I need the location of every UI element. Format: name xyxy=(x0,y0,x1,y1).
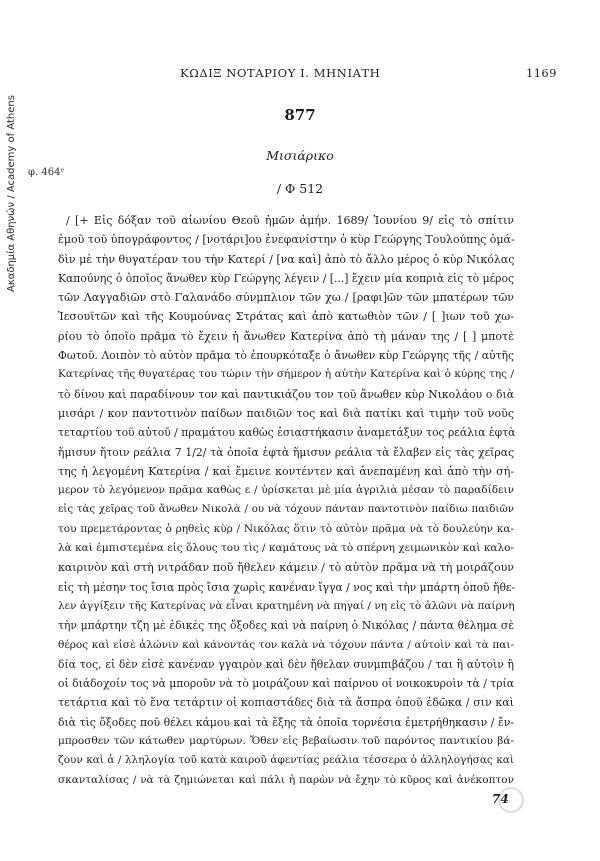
text-line: οἱ διάδοχοίν τος νὰ μποροῦν νὰ τὸ μοιράζουν καὶ παίρνου οἱ νοικοκυροὶν τὰ / τρία xyxy=(58,677,514,691)
text-line: λὰ καὶ ἐμπιστεμένα εἰς ὅλους του τὶς / καμάτους νὰ τὸ σπέρνη χειμωνικὸν καὶ καλο- xyxy=(58,542,514,555)
text-line: του πρεμετάροντας ὁ ρηθεὶς κὺρ / Νικόλας ὅτιν τὸ αὐτὸν πρᾶμα νὰ τὸ δουλεύην κα- xyxy=(58,522,514,535)
text-line: μπροσθεν τῶν κάτωθεν μαρτύρων. Ὅθεν εἰς βεβαίωσιν τοῦ παρόντος παντικίου βά- xyxy=(58,735,514,748)
text-line: εἰς τὰς χεῖρας τοῦ ἄνωθεν Νικολὰ / ου νὰ τόχουν πάνταν παντοτινὸν παίδιω παιδιῶν xyxy=(58,503,514,516)
text-line: μισάρι / κον παντοτινὸν παίδων παιδιῶν τος καὶ διὰ πατίκι καὶ τιμὴν τοῦ νοῦς xyxy=(58,406,514,420)
text-line: ζουν καὶ ἀ / λληλογία τοῦ κατὰ καιροῦ ἀφεντίας ρεάλια τέσσερα ὁ ἀλληλογήσας καὶ xyxy=(58,754,514,767)
text-line: τῶν Λαγγαδιῶν στὸ Γαλανάδο σύνμπλιον τῶν χω / [ραφι]ῶν τῶν μπατέρων τῶν xyxy=(58,291,514,305)
text-line: καιρινὸν καὶ στὴ νιτράδαν ποῦ ἤθελεν κάμειν / τὸ αὐτὸν πρᾶμα νὰ τὴ μοιράζουν xyxy=(58,561,514,575)
text-line: ρίου τὸ ὁποῖο πρᾶμα τὸ ἔχειν ἡ ἄνωθεν Κατερίνα ἀπὸ τὴ μάναν της / [ ] μποτὲ xyxy=(58,329,514,343)
fund-reference: / Φ 512 xyxy=(276,181,324,196)
text-line: θέρος καὶ εἰσὲ ἁλώνιν καὶ κάνοντάς τον καλὰ νὰ τόχουν πάντα / αὐτοὶν καὶ τὰ παι- xyxy=(58,638,514,651)
document-subtitle: Μισιάρικο xyxy=(266,148,334,163)
text-line: μερον τὸ λεγόμενον πρᾶμα καθὼς ε / ὑρίσκεται μὲ μία ἀγριλιὰ μέσαν τὸ παραδίδειν xyxy=(58,484,514,497)
text-line: τὸ δίνου καὶ παραδίνουν τον καὶ παντικιάζου τον τοῦ ἄνωθεν κὺρ Νικολάου ο διὰ xyxy=(58,387,514,401)
page-number: 1169 xyxy=(526,66,557,80)
document-body xyxy=(58,211,514,790)
text-line: δὶν μὲ τὴν θυγατέραν του τὴν Κατερί / [να καὶ] ἀπὸ τὸ ἄλλο μέρος ὁ κὺρ Νικόλας xyxy=(58,252,515,266)
text-line: / [+ Εἰς δόξαν τοῦ αἰωνίου Θεοῦ ἡμῶν ἀμήν. 1689/ Ἰουνίου 9/ εἰς τὸ σπίτιν xyxy=(66,214,514,227)
text-line: διὰ τὶς ὄξοδες ποῦ θέλει κάμου καὶ τὰ ἔξης τὰ ὁποῖα τορνέσια ἐμετρήθηκασιν / ἔν- xyxy=(58,715,514,729)
text-line: Φωτοῦ. Λοιπὸν τὸ αὐτὸν πρᾶμα τὸ ἐπουρκόταξε ὁ ἄνωθεν κὺρ Γεώργης τῆς / αὐτῆς xyxy=(58,349,514,363)
text-line: ἥμισυν ἤτοιν ρεάλια 7 1/2/ τὰ ὁποῖα ἐφτὰ ἥμισυν ρεάλια τὰ ἔλαβεν εἰς τὰς χεῖρας xyxy=(58,445,514,459)
text-line: τετάρτια καὶ τὸ ἕνα τετάρτιν οἱ κοπιαστάδες διὰ τὰ ἄσπρα ὁποῦ ἐδῶκα / σιν καὶ xyxy=(58,696,514,710)
text-line: τὴν μπάρτην τζη μὲ ἐδικές της ὄξοδες καὶ νὰ παίρνη ὁ Νικόλας / πάντα θέλημα σὲ xyxy=(58,619,514,633)
text-line: σκανταλίσας / νὰ τὰ ζημιώνεται καὶ πάλι ἡ παρὼν νὰ ἔχην τὸ κῦρος καὶ ἀνέκοπτον xyxy=(58,773,514,786)
running-title: ΚΩΔΙΞ ΝΟΤΑΡΙΟΥ Ι. ΜΗΝΙΑΤΗ xyxy=(180,66,381,80)
footer-page-number: 74 xyxy=(492,792,509,806)
text-line: Καπούνης ὁ ὁποῖος ἄνωθεν κὺρ Γεώργης λέγειν / [...] ἔχειν μία κοπριὰ εἰς τὸ μέρος xyxy=(58,271,514,285)
document-number: 877 xyxy=(284,106,316,124)
text-line: της ἡ λεγομένη Κατερίνα / καὶ ἔμεινε κοντέντεν καὶ ἀνεπαμένη καὶ ἀπὸ τὴν σή- xyxy=(58,464,514,478)
side-credit-text: Ακαδημία Αθηνών / Academy of Athens xyxy=(6,95,17,292)
text-line: ἐμοῦ τοῦ ὑπογράφοντος / [νοτάρι]ου ἐνεφανίστην ὁ κὺρ Γεώργης Τουλούπης ὁμά- xyxy=(58,233,515,247)
side-credit xyxy=(4,40,20,300)
folio-note: φ. 464ᵉ xyxy=(28,167,65,178)
text-line: Κατερίνας τῆς θυγατέρας του τώριν τὴν σήμερον ἡ αὐτὴν Κατερίνα καὶ ὁ κύρης της / xyxy=(58,368,514,381)
text-line: τεταρτίου τοῦ αὐτοῦ / πραμάτου καθὼς ἐσιαστήκασιν ἀναμετάξυν τος ρεάλια ἐφτὰ xyxy=(58,426,516,440)
text-line: Ἰεσουϊτῶν καὶ τῆς Κουμούνας Στράτας καὶ ἀπὸ κατωθιὸν τῶν / [ ]ιων τοῦ χω- xyxy=(58,310,514,324)
text-line: λεν ἀγγίξειν τῆς Κατερίνας νὰ εἶναι κρατημένη νὰ πηγαί / νη εἰς τὸ ἁλῶνι νὰ παίρνη xyxy=(58,599,515,612)
text-line: εἰς τὴ μέσην τος ἴσια πρὸς ἴσια χωρὶς κανέναν ἴγγα / νος καὶ τὴν μπάρτη ὁποῦ ἤθε- xyxy=(58,580,516,594)
text-line: δία τος, εἰ δὲν εἰσὲ κανέναν γγαιρὸν καὶ δὲν ἤθελαν συνμπιβάζου / ται ἢ αὐτοὶν ἢ xyxy=(58,657,514,671)
